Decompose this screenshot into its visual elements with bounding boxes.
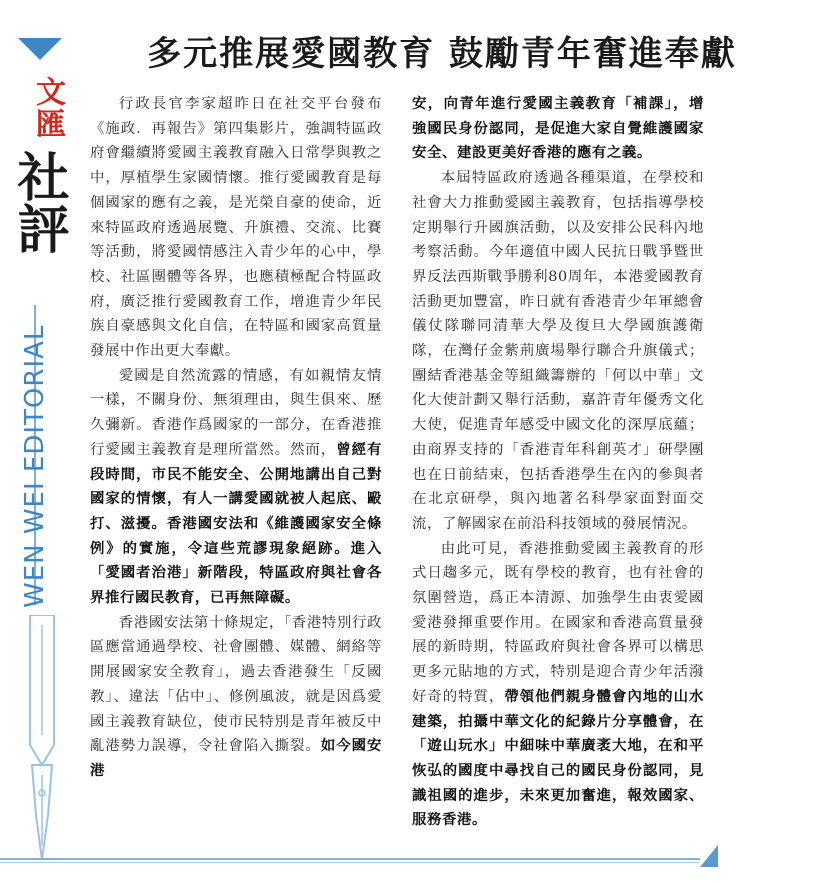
paragraph-text: 愛國是自然流露的情感，有如親情友情一樣，不關身份、無須理由，與生俱來、歷久彌新。香港作爲國家的一部分，在香港推行愛國主義教育是理所當然。然而，	[90, 367, 382, 458]
article-column-1	[90, 92, 382, 784]
paragraph	[90, 92, 382, 364]
paragraph-text: 由此可見，香港推動愛國主義教育的形式日趨多元，既有學校的教育，也有社會的氛圍營造，爲正本清源、加強學生由衷愛國愛港發揮重要作用。在國家和香港高質量發展的新時期，特區政府與社會各界可以構思更多元貼地的方式，特別是迎合青少年活潑好奇的特質，	[412, 540, 704, 705]
sidebar	[0, 0, 80, 883]
triangle-corner-icon	[700, 845, 718, 867]
paragraph	[90, 611, 382, 784]
paragraph	[412, 92, 704, 166]
bottom-rule	[0, 858, 700, 860]
paragraph-bold-text: 如今國安港	[90, 738, 382, 779]
paragraph	[412, 537, 704, 833]
paragraph-text: 香港國安法第十條規定，「香港特別行政區應當通過學校、社會團體、媒體、網絡等開展國家安全教育」，過去香港發生「反國教」、違法「佔中」、修例風波，就是因爲愛國主義教育缺位，使市民特別是青年被反中亂港勢力誤導，令社會陷入撕裂。	[90, 614, 382, 755]
brand-logo: 文匯	[30, 76, 65, 140]
paragraph-bold-text: 安，向青年進行愛國主義教育「補課」，增強國民身份認同，是促進大家自覺維護國家安全、建設更美好香港的應有之義。	[412, 96, 704, 162]
paragraph-text: 本屆特區政府透過各種渠道，在學校和社會大力推動愛國主義教育，包括指導學校定期舉行升國旗活動，以及安排公民科內地考察活動。今年適值中國人民抗日戰爭暨世界反法西斯戰爭勝利80周年，本港愛國教育活動更加豐富，昨日就有香港青少年軍總會儀仗隊聯同清華大學及復旦大學國旗護衛隊，在灣仔金紫荊廣場舉行聯合升旗儀式；團結香港基金等組織籌辦的「何以中華」文化大使計劃又舉行活動，嘉許青年優秀文化大使，促進青年感受中國文化的深厚底蘊；由商界支持的「香港青年科創英才」研學團也在日前結束，包括香港學生在內的參與者在北京研學，與內地著名科學家面對面交流，了解國家在前沿科技領域的發展情況。	[412, 170, 704, 532]
section-english-label: WEN WEI EDITORIAL	[20, 324, 50, 608]
paragraph	[412, 166, 704, 537]
section-label: 社評	[8, 150, 68, 254]
bottom-rule	[0, 862, 700, 863]
paragraph-text: 行政長官李家超昨日在社交平台發布《施政．再報告》第四集影片，強調特區政府會繼續將愛國主義教育融入日常學與教之中，厚植學生家國情懷。推行愛國教育是每個國家的應有之義，是光榮自豪的使命，近來特區政府透過展覽、升旗禮、交流、比賽等活動，將愛國情感注入青少年的心中，學校、社區團體等各界，也應積極配合特區政府，廣泛推行愛國教育工作，增進青少年民族自豪感與文化自信，在特區和國家高質量發展中作出更大奉獻。	[90, 96, 382, 360]
paragraph-bold-text: 曾經有段時間，市民不能安全、公開地講出自己對國家的情懷，有人一講愛國就被人起底、毆打、滋擾。香港國安法和《維護國家安全條例》的實施，令這些荒謬現象絕跡。進入「愛國者治港」新階段，特區政府與社會各界推行國民教育，已再無障礙。	[90, 441, 382, 607]
paragraph	[90, 364, 382, 611]
paragraph-bold-text: 帶領他們親身體會內地的山水建築，拍攝中華文化的紀錄片分享體會，在「遊山玩水」中細味中華廣袤大地，在和平恢弘的國度中尋找自己的國民身份認同，見識祖國的進步，未來更加奮進，報效國家、服務香港。	[412, 688, 704, 829]
fountain-pen-icon	[22, 615, 62, 865]
triangle-marker-icon	[18, 38, 62, 60]
article-title: 多元推展愛國教育 鼓勵青年奮進奉獻	[147, 34, 737, 74]
article-column-2	[412, 92, 704, 833]
